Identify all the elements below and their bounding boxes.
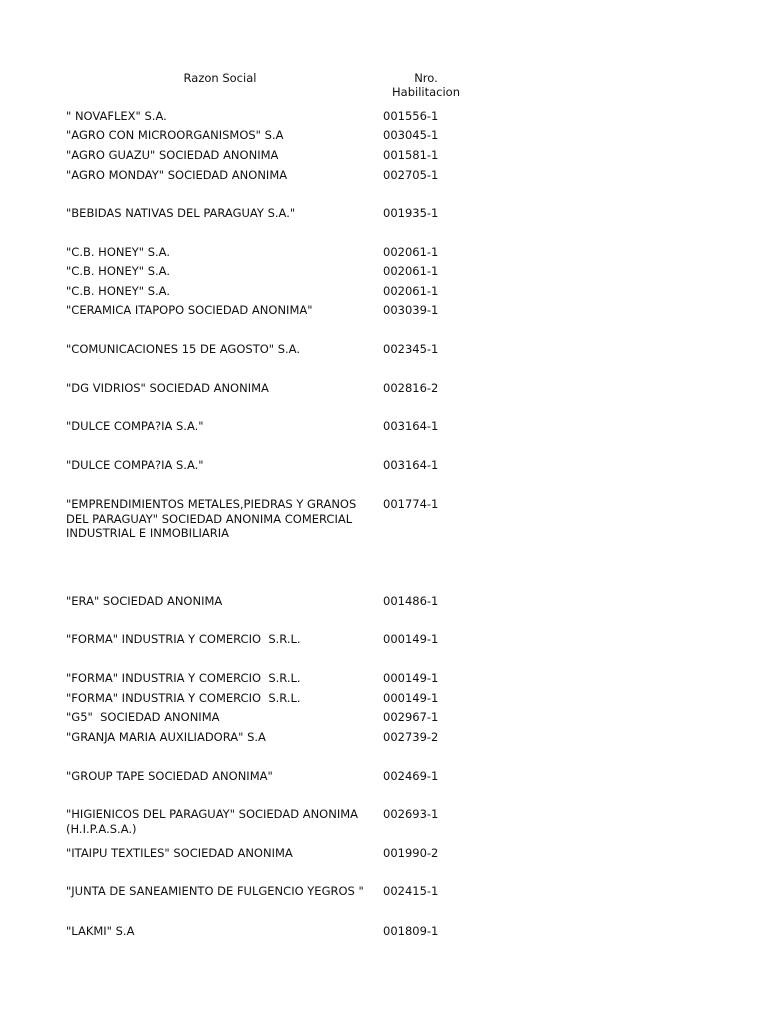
nro-habilitacion-cell: 001935-1 [383, 206, 439, 220]
nro-habilitacion-cell: 001556-1 [383, 109, 439, 123]
razon-social-cell: "DULCE COMPA?IA S.A." [66, 419, 204, 433]
razon-social-cell: "AGRO MONDAY" SOCIEDAD ANONIMA [66, 168, 288, 182]
razon-social-cell: "COMUNICACIONES 15 DE AGOSTO" S.A. [66, 342, 300, 356]
nro-habilitacion-cell: 000149-1 [383, 691, 439, 705]
razon-social-cell: "AGRO CON MICROORGANISMOS" S.A [66, 128, 284, 142]
nro-habilitacion-cell: 001990-2 [383, 846, 439, 860]
nro-habilitacion-cell: 002705-1 [383, 168, 439, 182]
razon-social-cell: "G5" SOCIEDAD ANONIMA [66, 710, 220, 724]
razon-social-cell: "FORMA" INDUSTRIA Y COMERCIO S.R.L. [66, 671, 301, 685]
razon-social-cell: "GRANJA MARIA AUXILIADORA" S.A [66, 730, 266, 744]
razon-social-cell: "FORMA" INDUSTRIA Y COMERCIO S.R.L. [66, 691, 301, 705]
razon-social-cell: "ITAIPU TEXTILES" SOCIEDAD ANONIMA [66, 846, 293, 860]
nro-habilitacion-cell: 002415-1 [383, 884, 439, 898]
razon-social-header: Razon Social [183, 71, 257, 85]
razon-social-cell: "FORMA" INDUSTRIA Y COMERCIO S.R.L. [66, 632, 301, 646]
razon-social-cell: "HIGIENICOS DEL PARAGUAY" SOCIEDAD ANONIMA (H.I.P.A.S.A.) [66, 807, 359, 836]
nro-habilitacion-cell: 002061-1 [383, 245, 439, 259]
razon-social-cell: "DULCE COMPA?IA S.A." [66, 458, 204, 472]
nro-habilitacion-cell: 000149-1 [383, 632, 439, 646]
nro-habilitacion-header: Nro. Habilitacion [392, 71, 460, 99]
nro-habilitacion-cell: 003045-1 [383, 128, 439, 142]
razon-social-cell: "C.B. HONEY" S.A. [66, 284, 170, 298]
nro-habilitacion-cell: 002345-1 [383, 342, 439, 356]
razon-social-cell: "LAKMI" S.A [66, 924, 135, 938]
razon-social-cell: "EMPRENDIMIENTOS METALES,PIEDRAS Y GRANOS DEL PARAGUAY" SOCIEDAD ANONIMA COMERCIAL INDUSTRIAL E INMOBILIARIA [66, 497, 357, 540]
nro-habilitacion-cell: 003039-1 [383, 303, 439, 317]
nro-habilitacion-cell: 001809-1 [383, 924, 439, 938]
nro-habilitacion-cell: 002739-2 [383, 730, 439, 744]
nro-habilitacion-cell: 001486-1 [383, 594, 439, 608]
nro-habilitacion-cell: 003164-1 [383, 458, 439, 472]
razon-social-cell: " NOVAFLEX" S.A. [66, 109, 167, 123]
razon-social-cell: "ERA" SOCIEDAD ANONIMA [66, 594, 223, 608]
razon-social-cell: "AGRO GUAZU" SOCIEDAD ANONIMA [66, 148, 279, 162]
nro-habilitacion-cell: 002967-1 [383, 710, 439, 724]
nro-habilitacion-cell: 001774-1 [383, 497, 439, 511]
razon-social-cell: "BEBIDAS NATIVAS DEL PARAGUAY S.A." [66, 206, 296, 220]
nro-habilitacion-cell: 002469-1 [383, 769, 439, 783]
nro-habilitacion-cell: 001581-1 [383, 148, 439, 162]
nro-habilitacion-cell: 003164-1 [383, 419, 439, 433]
razon-social-cell: "GROUP TAPE SOCIEDAD ANONIMA" [66, 769, 273, 783]
nro-habilitacion-cell: 002693-1 [383, 807, 439, 821]
razon-social-cell: "DG VIDRIOS" SOCIEDAD ANONIMA [66, 381, 269, 395]
razon-social-cell: "C.B. HONEY" S.A. [66, 264, 170, 278]
nro-habilitacion-cell: 002061-1 [383, 284, 439, 298]
nro-habilitacion-cell: 002816-2 [383, 381, 439, 395]
nro-habilitacion-cell: 002061-1 [383, 264, 439, 278]
razon-social-cell: "C.B. HONEY" S.A. [66, 245, 170, 259]
razon-social-cell: "CERAMICA ITAPOPO SOCIEDAD ANONIMA" [66, 303, 313, 317]
nro-habilitacion-cell: 000149-1 [383, 671, 439, 685]
razon-social-cell: "JUNTA DE SANEAMIENTO DE FULGENCIO YEGROS " [66, 884, 364, 898]
